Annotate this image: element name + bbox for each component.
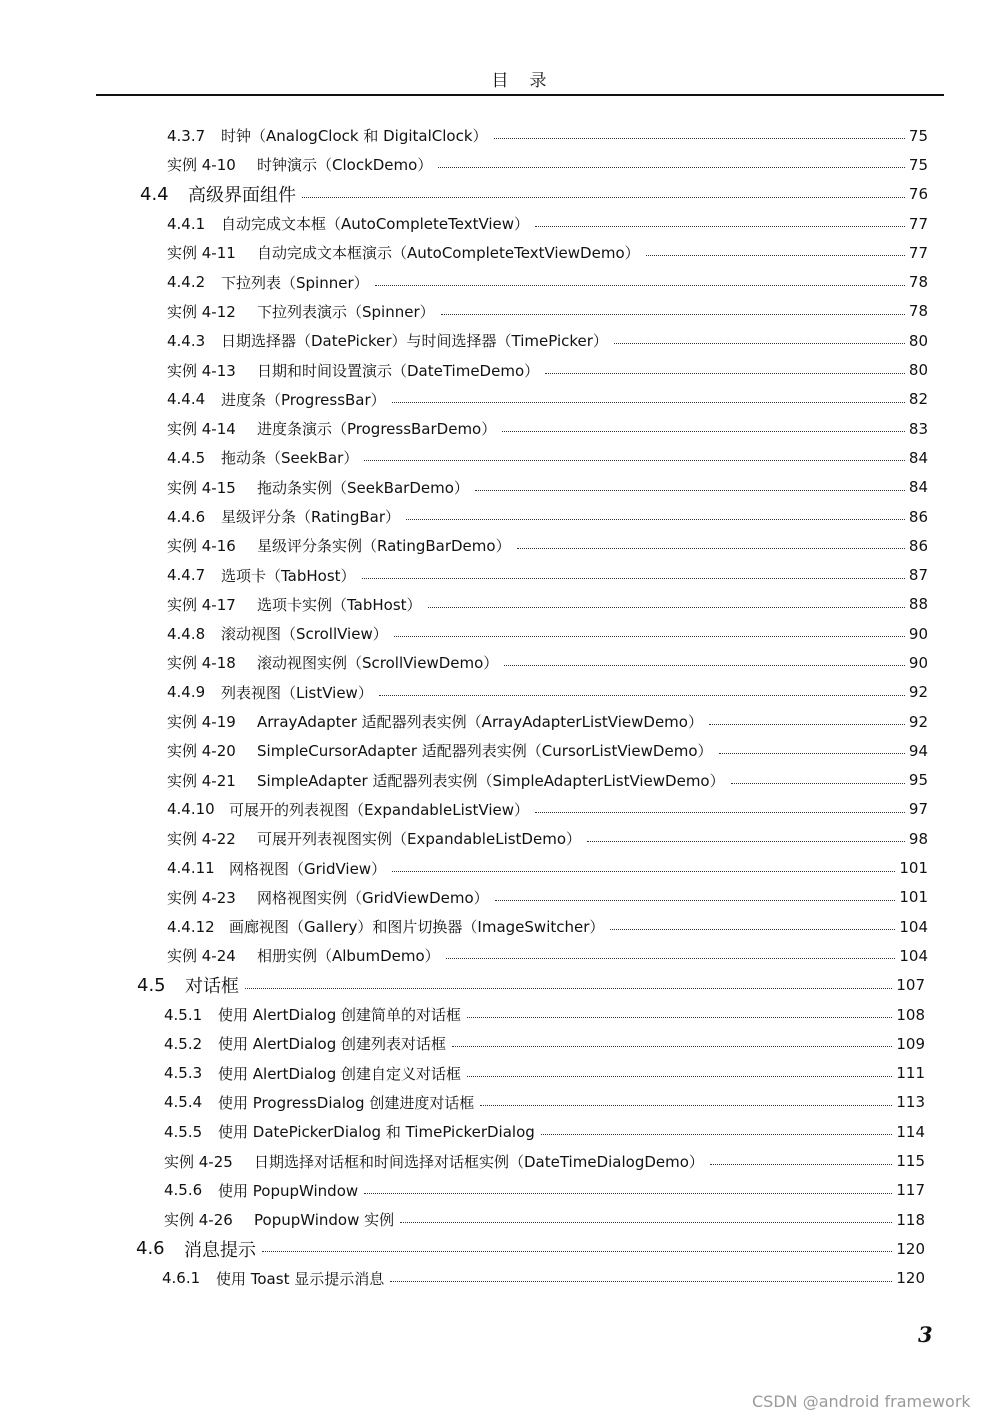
toc-entry[interactable] [0,736,1000,765]
dot-leader [535,226,905,227]
dot-leader [646,255,905,256]
toc-entry-number: 4.4.12 [167,917,215,936]
toc-entry-page: 88 [908,595,928,614]
toc-entry-page: 104 [899,917,928,936]
toc-entry-page: 92 [908,683,928,702]
toc-entry[interactable] [0,853,1000,882]
toc-entry-number: 4.4.4 [167,390,206,409]
toc-entry-number: 4.4.1 [167,214,206,233]
toc-entry-title: PopupWindow 实例 [254,1211,395,1230]
toc-entry-number: 4.4.6 [167,507,206,526]
dot-leader [245,988,892,989]
toc-entry[interactable] [0,883,1000,912]
dot-leader [390,1281,892,1282]
toc-entry[interactable] [0,619,1000,648]
toc-entry-title: 日期和时间设置演示（DateTimeDemo） [257,361,540,380]
dot-leader [406,519,905,520]
toc-entry-number: 4.5.5 [164,1122,203,1141]
dot-leader [452,1046,892,1047]
toc-entry-title: 进度条演示（ProgressBarDemo） [257,420,497,439]
toc-entry[interactable] [0,824,1000,853]
toc-entry-title: 使用 AlertDialog 创建自定义对话框 [218,1064,462,1083]
toc-entry-title: 时钟（AnalogClock 和 DigitalClock） [221,127,488,146]
toc-entry-title: 进度条（ProgressBar） [221,390,386,409]
page-header-title: 目 录 [491,71,549,91]
toc-entry-number: 实例 4-11 [167,244,236,263]
toc-entry-number: 4.5.2 [164,1034,203,1053]
toc-entry-title: 拖动条（SeekBar） [221,449,359,468]
toc-entry-page: 107 [896,976,925,995]
toc-entry-page: 120 [896,1269,925,1288]
toc-entry-page: 97 [908,800,928,819]
toc-entry-page: 104 [899,946,928,965]
toc-entry-title: 选项卡（TabHost） [221,566,356,585]
dot-leader [394,636,905,637]
toc-entry-title: 下拉列表演示（Spinner） [257,302,435,321]
dot-leader [610,929,895,930]
toc-entry-page: 75 [908,126,928,145]
toc-entry-number: 4.3.7 [167,126,206,145]
toc-entry[interactable] [0,355,1000,384]
toc-entry-page: 108 [896,1005,925,1024]
toc-entry-title: 星级评分条（RatingBar） [221,508,401,526]
dot-leader [446,958,896,959]
toc-entry-number: 4.4.3 [167,331,206,350]
dot-leader [400,1222,892,1223]
dot-leader [494,138,905,139]
toc-entry-page: 95 [908,771,928,790]
toc-entry[interactable] [0,1117,1000,1146]
toc-entry[interactable] [0,678,1000,707]
toc-entry-page: 114 [896,1122,925,1141]
toc-entry[interactable] [0,1264,1000,1293]
watermark-text: CSDN @android framework [752,1392,971,1411]
dot-leader [709,724,905,725]
dot-leader [467,1076,892,1077]
toc-entry-number: 4.4.11 [167,859,215,878]
toc-entry-number: 4.4.5 [167,448,206,467]
toc-entry-title: 使用 Toast 显示提示消息 [216,1269,385,1288]
toc-entry-page: 109 [896,1034,925,1053]
toc-entry[interactable] [0,766,1000,795]
dot-leader [502,431,905,432]
toc-entry[interactable] [0,414,1000,443]
toc-entry-title: 可展开的列表视图（ExpandableListView） [229,800,530,819]
toc-entry[interactable] [0,385,1000,414]
toc-entry-page: 101 [899,888,928,907]
toc-section-entry[interactable] [0,180,1000,209]
toc-entry-page: 117 [896,1181,925,1200]
dot-leader [480,1105,892,1106]
toc-entry-number: 实例 4-12 [167,302,236,321]
dot-leader [364,1193,892,1194]
toc-entry-title: 使用 ProgressDialog 创建进度对话框 [218,1093,475,1112]
toc-entry-number: 4.4.2 [167,273,206,292]
toc-entry-page: 83 [908,419,928,438]
toc-entry[interactable] [0,121,1000,150]
toc-entry-page: 77 [908,214,928,233]
toc-entry[interactable] [0,326,1000,355]
toc-entry-number: 4.5.1 [164,1005,203,1024]
toc-entry[interactable] [0,707,1000,736]
toc-entry-page: 75 [908,155,928,174]
dot-leader [545,373,905,374]
dot-leader [475,490,905,491]
toc-entry-page: 84 [908,478,928,497]
toc-entry-page: 86 [908,536,928,555]
table-of-contents [0,121,1000,1293]
toc-entry-title: 使用 DatePickerDialog 和 TimePickerDialog [218,1123,535,1142]
toc-entry-title: 画廊视图（Gallery）和图片切换器（ImageSwitcher） [229,918,605,937]
dot-leader [719,753,905,754]
toc-entry-title: 滚动视图（ScrollView） [221,625,388,644]
toc-entry-number: 4.4.9 [167,683,206,702]
toc-entry-number: 实例 4-17 [167,595,236,614]
toc-entry-number: 4.5.4 [164,1093,203,1112]
toc-entry-title: 消息提示 [184,1239,256,1261]
toc-entry[interactable] [0,590,1000,619]
dot-leader [541,1134,893,1135]
dot-leader [535,812,905,813]
toc-entry-title: 星级评分条实例（RatingBarDemo） [257,537,511,556]
toc-entry-number: 实例 4-21 [167,771,236,790]
toc-entry-title: 使用 AlertDialog 创建列表对话框 [218,1035,447,1054]
toc-entry-page: 78 [908,302,928,321]
toc-entry[interactable] [0,502,1000,531]
toc-entry-title: 日期选择器（DatePicker）与时间选择器（TimePicker） [221,332,608,351]
dot-leader [495,900,896,901]
toc-entry-page: 87 [908,566,928,585]
dot-leader [614,343,905,344]
toc-entry-number: 实例 4-20 [167,742,236,761]
dot-leader [262,1251,892,1252]
toc-entry-page: 90 [908,653,928,672]
toc-entry-page: 80 [908,331,928,350]
dot-leader [302,197,905,198]
toc-entry[interactable] [0,473,1000,502]
toc-entry[interactable] [0,1146,1000,1175]
toc-entry-page: 113 [896,1093,925,1112]
toc-entry-title: 对话框 [185,976,239,998]
toc-entry[interactable] [0,795,1000,824]
toc-entry[interactable] [0,1088,1000,1117]
toc-entry-title: ArrayAdapter 适配器列表实例（ArrayAdapterListViewDemo） [257,713,703,732]
toc-entry-page: 77 [908,243,928,262]
toc-entry[interactable] [0,150,1000,179]
toc-entry-title: SimpleAdapter 适配器列表实例（SimpleAdapterListViewDemo） [257,771,725,790]
toc-entry-title: 使用 PopupWindow [218,1181,359,1200]
toc-entry[interactable] [0,209,1000,238]
toc-entry-page: 82 [908,390,928,409]
toc-entry[interactable] [0,1059,1000,1088]
toc-entry[interactable] [0,1000,1000,1029]
toc-entry-title: SimpleCursorAdapter 适配器列表实例（CursorListViewDemo） [257,742,713,761]
toc-entry-number: 实例 4-24 [167,947,236,966]
toc-entry-number: 实例 4-14 [167,420,236,439]
dot-leader [504,665,905,666]
toc-entry-number: 实例 4-19 [167,713,236,732]
toc-entry-title: 网格视图实例（GridViewDemo） [257,888,489,907]
toc-entry-title: 使用 AlertDialog 创建简单的对话框 [218,1006,462,1025]
dot-leader [710,1164,892,1165]
toc-entry-title: 选项卡实例（TabHost） [257,595,422,614]
toc-entry-title: 日期选择对话框和时间选择对话框实例（DateTimeDialogDemo） [254,1152,704,1171]
toc-entry-title: 自动完成文本框演示（AutoCompleteTextViewDemo） [257,244,640,263]
toc-entry-number: 实例 4-18 [167,654,236,673]
dot-leader [392,871,895,872]
toc-entry-number: 4.4.10 [167,800,215,819]
toc-entry-page: 76 [908,185,928,204]
toc-entry[interactable] [0,297,1000,326]
toc-entry-number: 实例 4-15 [167,478,236,497]
toc-entry-number: 实例 4-23 [167,888,236,907]
toc-entry-page: 90 [908,624,928,643]
toc-entry-number: 4.4.7 [167,566,206,585]
dot-leader [362,578,905,579]
toc-entry-page: 118 [896,1210,925,1229]
toc-entry-title: 相册实例（AlbumDemo） [257,947,440,966]
toc-entry-title: 拖动条实例（SeekBarDemo） [257,478,469,497]
toc-entry-page: 94 [908,741,928,760]
toc-entry-title: 网格视图（GridView） [229,859,387,878]
toc-entry-page: 78 [908,273,928,292]
toc-section-entry[interactable] [0,1234,1000,1263]
toc-entry[interactable] [0,238,1000,267]
toc-entry[interactable] [0,443,1000,472]
dot-leader [467,1017,892,1018]
toc-entry[interactable] [0,1176,1000,1205]
dot-leader [364,460,905,461]
toc-entry-page: 92 [908,712,928,731]
toc-entry-title: 时钟演示（ClockDemo） [257,156,433,175]
toc-entry-number: 实例 4-10 [167,156,236,175]
toc-entry-page: 84 [908,448,928,467]
toc-entry-title: 下拉列表（Spinner） [221,273,369,292]
toc-entry[interactable] [0,941,1000,970]
toc-entry-page: 80 [908,361,928,380]
dot-leader [428,607,905,608]
toc-entry-title: 高级界面组件 [188,185,296,207]
dot-leader [517,548,905,549]
toc-entry-number: 4.6 [136,1238,165,1260]
toc-entry[interactable] [0,267,1000,296]
toc-entry[interactable] [0,1029,1000,1058]
toc-entry-number: 实例 4-26 [164,1211,233,1230]
toc-entry[interactable] [0,560,1000,589]
page-number: 3 [918,1322,933,1347]
dot-leader [587,841,905,842]
toc-entry-page: 111 [896,1064,925,1083]
toc-entry[interactable] [0,1205,1000,1234]
toc-entry[interactable] [0,648,1000,677]
toc-entry[interactable] [0,531,1000,560]
dot-leader [392,402,905,403]
toc-entry-title: 自动完成文本框（AutoCompleteTextView） [221,215,530,234]
toc-entry-page: 98 [908,829,928,848]
toc-entry-number: 4.4.8 [167,624,206,643]
dot-leader [441,314,905,315]
toc-entry-number: 实例 4-25 [164,1152,233,1171]
toc-entry-number: 实例 4-13 [167,361,236,380]
toc-entry-page: 86 [908,507,928,526]
toc-entry-title: 滚动视图实例（ScrollViewDemo） [257,654,499,673]
toc-entry-page: 101 [899,859,928,878]
toc-entry[interactable] [0,912,1000,941]
dot-leader [375,285,905,286]
toc-entry-title: 列表视图（ListView） [221,683,373,702]
toc-entry-number: 实例 4-22 [167,830,236,849]
toc-entry-number: 4.5.6 [164,1181,203,1200]
dot-leader [438,167,905,168]
toc-entry-number: 4.6.1 [162,1269,201,1288]
header-rule [96,94,944,96]
dot-leader [731,783,905,784]
toc-entry-page: 120 [896,1239,925,1258]
dot-leader [379,695,905,696]
toc-entry-page: 115 [896,1152,925,1171]
toc-entry-title: 可展开列表视图实例（ExpandableListDemo） [257,830,581,849]
toc-entry-number: 4.5.3 [164,1064,203,1083]
toc-entry-number: 实例 4-16 [167,537,236,556]
toc-entry-number: 4.4 [140,183,169,205]
toc-entry-number: 4.5 [137,974,166,996]
toc-section-entry[interactable] [0,971,1000,1000]
